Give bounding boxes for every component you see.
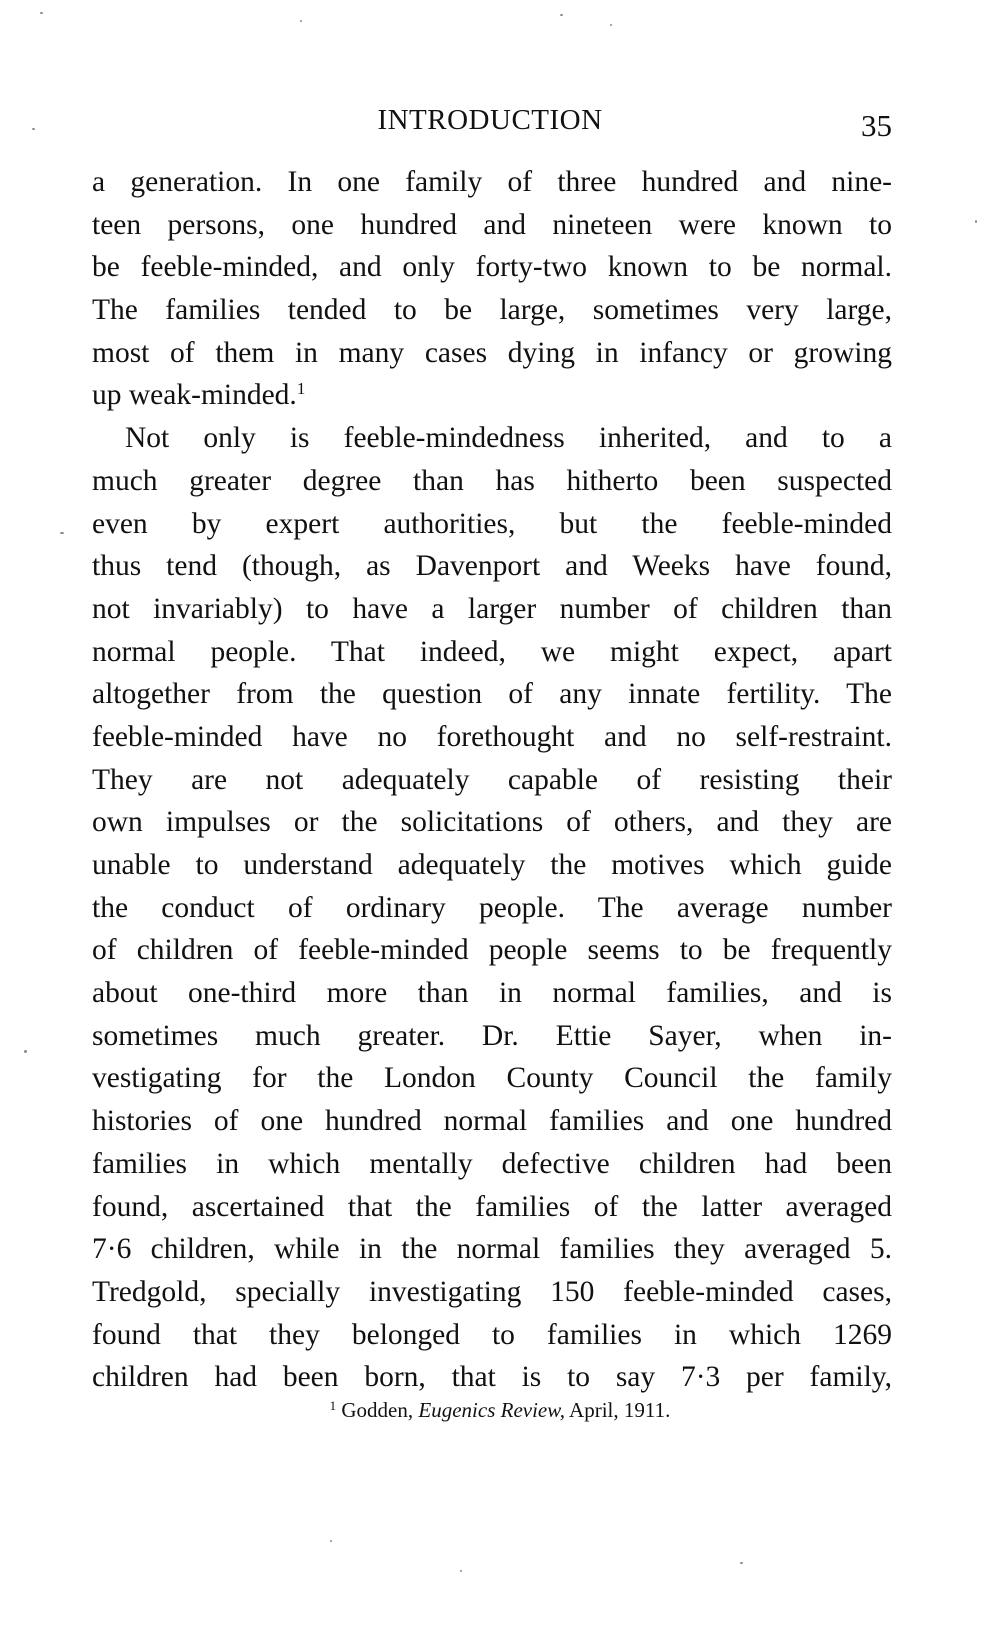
text-line: be feeble-minded, and only forty-two known to be normal. [92, 251, 892, 284]
text-line: about one-third more than in normal families, and is [92, 977, 892, 1010]
text-line: Not only is feeble-mindedness inherited, and to a [125, 422, 892, 455]
running-title: INTRODUCTION [377, 104, 603, 136]
text-line: feeble-minded have no forethought and no self-restraint. [92, 720, 892, 753]
footnote-author: Godden, [341, 1398, 414, 1422]
scan-speck [975, 220, 977, 223]
text-line: teen persons, one hundred and nineteen were known to [92, 208, 892, 241]
text-line: children had been born, that is to say 7·3 per family, [92, 1361, 892, 1394]
text-line: a generation. In one family of three hundred and nine- [92, 166, 892, 198]
text-line: thus tend (though, as Davenport and Weeks have found, [92, 550, 892, 583]
scan-speck [460, 1570, 462, 1572]
text-line: families in which mentally defective children had been [92, 1147, 892, 1180]
text-line-content: up weak-minded. [92, 379, 297, 412]
scan-speck [610, 24, 612, 26]
body-text [92, 161, 892, 1399]
text-line: They are not adequately capable of resisting their [92, 763, 892, 796]
text-line: unable to understand adequately the motives which guide [92, 849, 892, 881]
text-line: even by expert authorities, but the feeble-minded [92, 507, 892, 540]
text-line: The families tended to be large, sometimes very large, [92, 294, 892, 327]
scan-speck [40, 12, 43, 14]
text-line: found, ascertained that the families of the latter averaged [92, 1190, 892, 1223]
footnote-marker: 1 [329, 1397, 337, 1413]
scan-speck [24, 1050, 27, 1053]
scan-speck [60, 532, 64, 534]
footnote-reference: 1 [296, 379, 306, 399]
text-line: found that they belonged to families in which 1269 [92, 1318, 892, 1351]
text-line: of children of feeble-minded people seems to be frequently [92, 934, 892, 967]
scan-speck [32, 128, 35, 130]
footnote [0, 1398, 1000, 1423]
text-line: 7·6 children, while in the normal families they averaged 5. [92, 1233, 892, 1266]
text-line: altogether from the question of any innate fertility. The [92, 678, 892, 711]
text-line: most of them in many cases dying in infancy or growing [92, 336, 892, 369]
text-line: vestigating for the London County Council the family [92, 1062, 892, 1095]
text-line: Tredgold, specially investigating 150 feeble-minded cases, [92, 1275, 892, 1308]
text-line: not invariably) to have a larger number of children than [92, 592, 892, 625]
scan-speck [740, 1562, 743, 1564]
text-line [92, 374, 892, 417]
text-line: much greater degree than has hitherto been suspected [92, 464, 892, 497]
text-line: histories of one hundred normal families and one hundred [92, 1105, 892, 1138]
page-number: 35 [861, 108, 892, 143]
running-head [88, 104, 892, 144]
text-line: the conduct of ordinary people. The average number [92, 891, 892, 924]
footnote-date: April, 1911. [569, 1398, 671, 1422]
text-line: normal people. That indeed, we might expect, apart [92, 635, 892, 668]
footnote-journal: Eugenics Review, [418, 1398, 565, 1422]
scan-speck [330, 1540, 332, 1542]
text-line: own impulses or the solicitations of others, and they are [92, 806, 892, 839]
text-line: sometimes much greater. Dr. Ettie Sayer, when in- [92, 1019, 892, 1052]
scan-speck [560, 14, 563, 16]
scan-speck [300, 20, 302, 22]
